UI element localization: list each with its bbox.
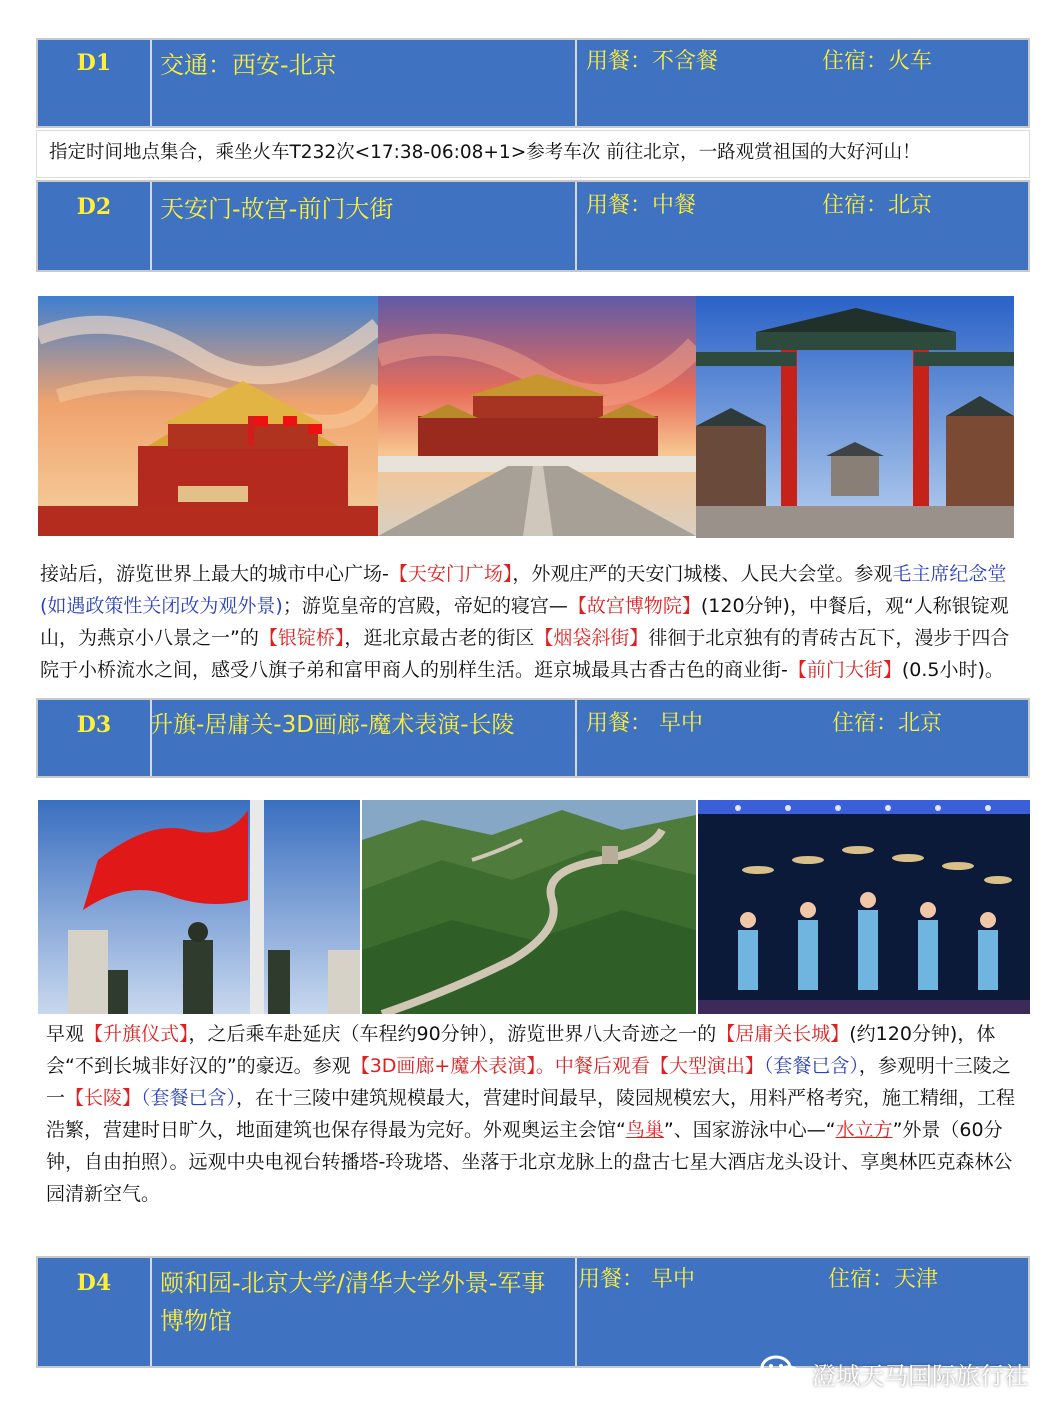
meal-info: 用餐：中餐 — [586, 193, 697, 218]
stay-info: 住宿：天津 — [828, 1267, 939, 1292]
highlight-attraction: 【前门大街】 — [787, 659, 902, 681]
route-title: 交通：西安-北京 — [160, 51, 337, 79]
highlight-attraction: 【大型演出】 — [649, 1055, 764, 1077]
highlight-attraction: 【银锭桥】 — [258, 627, 345, 649]
day-label: D1 — [76, 50, 112, 76]
meal-info: 用餐： 早中 — [578, 1267, 695, 1292]
day-label: D3 — [76, 712, 112, 738]
highlight-note: （套餐已含） — [763, 1055, 859, 1077]
highlight-attraction: 【天安门广场】 — [388, 563, 513, 585]
day-description-d2: 接站后，游览世界上最大的城市中心广场-【天安门广场】，外观庄严的天安门城楼、人民大会堂。参观毛主席纪念堂(如遇政策性关闭改为观外景)；游览皇帝的宫殿，帝妃的寝宫—【故宫博物院】(120分钟)，中餐后，观“人称银锭观山，为燕京小八景之一”的【银锭桥】，逛北京最古老的街区【烟袋斜街】徘徊于北京独有的青砖古瓦下，漫步于四合院于小桥流水之间，感受八旗子弟和富甲商人的别样生活。逛京城最具古香古色的商业街-【前门大街】(0.5小时)。 — [40, 563, 1010, 681]
tiananmen-photo — [38, 296, 378, 536]
highlight-attraction: 鸟巢 — [625, 1119, 664, 1141]
highlight-attraction: 【3D画廊+魔术表演】。中餐后观看 — [350, 1055, 650, 1077]
highlight-note: 毛主席纪念堂(如遇政策性关闭改为观外景) — [40, 563, 1007, 617]
highlight-attraction: 【长陵】 — [65, 1087, 142, 1109]
highlight-attraction: 【故宫博物院】 — [567, 595, 701, 617]
highlight-note: （套餐已含） — [141, 1087, 237, 1109]
watermark: 澄城天马国际旅行社 — [812, 1356, 1028, 1391]
stay-info: 住宿：北京 — [832, 711, 943, 736]
highlight-attraction: 【升旗仪式】 — [84, 1023, 189, 1045]
acrobatics-photo — [698, 800, 1030, 1014]
day-header-d2 — [36, 180, 1030, 272]
route-title: 升旗-居庸关-3D画廊-魔术表演-长陵 — [150, 712, 515, 738]
highlight-attraction: 【烟袋斜街】 — [534, 627, 649, 649]
route-title: 天安门-故宫-前门大街 — [160, 195, 394, 223]
day-header-d1 — [36, 38, 1030, 128]
great-wall-photo — [362, 800, 696, 1014]
forbidden-city-photo — [378, 296, 696, 536]
day-header-d3 — [36, 698, 1030, 778]
day-header-d4 — [36, 1256, 1030, 1368]
stay-info: 住宿：火车 — [822, 49, 933, 74]
highlight-attraction: 水立方 — [835, 1119, 893, 1141]
day-label: D4 — [76, 1270, 112, 1296]
meal-info: 用餐：不含餐 — [586, 49, 719, 74]
wechat-icon — [760, 1354, 802, 1388]
stay-info: 住宿：北京 — [822, 193, 933, 218]
day-description-d1: 指定时间地点集合，乘坐火车T232次<17:38-06:08+1>参考车次 前往北京，一路观赏祖国的大好河山！ — [36, 130, 1030, 178]
flag-raising-photo — [38, 800, 360, 1014]
day-label: D2 — [76, 194, 112, 220]
day-description-d3: 早观【升旗仪式】，之后乘车赴延庆（车程约90分钟），游览世界八大奇迹之一的【居庸关长城】(约120分钟)，体会“不到长城非好汉的”的豪迈。参观【3D画廊+魔术表演】。中餐后观看【大型演出】（套餐已含），参观明十三陵之一【长陵】（套餐已含），在十三陵中建筑规模最大，营建时间最早，陵园规模宏大，用料严格考究，施工精细，工程浩繁，营建时日旷久，地面建筑也保存得最为完好。外观奥运主会馆“鸟巢”、国家游泳中心—“水立方”外景（60分钟，自由拍照）。远观中央电视台转播塔-玲珑塔、坐落于北京龙脉上的盘古七星大酒店龙头设计、享奥林匹克森林公园清新空气。 — [46, 1023, 1016, 1205]
meal-info: 用餐： 早中 — [586, 711, 703, 736]
highlight-attraction: 【居庸关长城】 — [716, 1023, 850, 1045]
qianmen-photo — [696, 296, 1014, 538]
route-title: 颐和园-北京大学/清华大学外景-军事 博物馆 — [160, 1269, 546, 1335]
